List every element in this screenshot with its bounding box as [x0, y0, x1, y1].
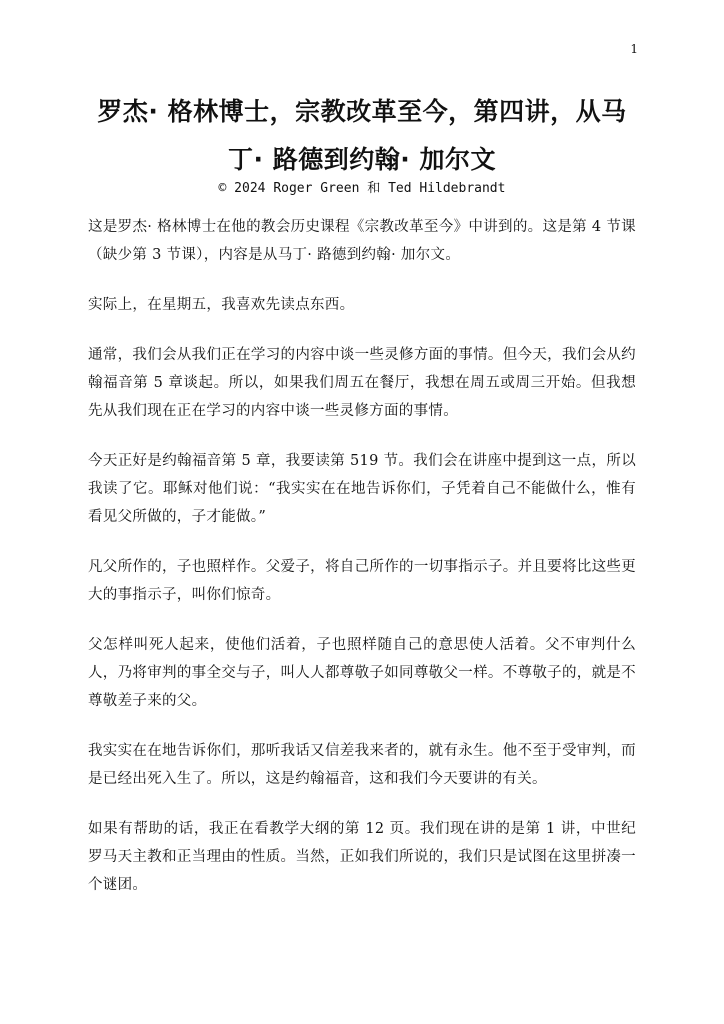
body-text [88, 213, 636, 921]
paragraph: 我实实在在地告诉你们，那听我话又信差我来者的，就有永生。他不至于受审判，而是已经出死入生了。所以，这是约翰福音，这和我们今天要讲的有关。 [88, 743, 636, 787]
paragraph: 如果有帮助的话，我正在看教学大纲的第 12 页。我们现在讲的是第 1 讲，中世纪罗马天主教和正当理由的性质。当然，正如我们所说的，我们只是试图在这里拼凑一个谜团。 [88, 821, 636, 893]
paragraph: 实际上，在星期五，我喜欢先读点东西。 [88, 297, 355, 313]
page-number: 1 [630, 42, 638, 56]
page-title: 罗杰· 格林博士，宗教改革至今，第四讲，从马丁· 路德到约翰· 加尔文 [97, 97, 627, 174]
paragraph: 这是罗杰· 格林博士在他的教会历史课程《宗教改革至今》中讲到的。这是第 4 节课（缺少第 3 节课），内容是从马丁· 路德到约翰· 加尔文。 [88, 219, 636, 263]
paragraph: 今天正好是约翰福音第 5 章，我要读第 519 节。我们会在讲座中提到这一点，所以我读了它。耶稣对他们说：“我实实在在地告诉你们，子凭着自己不能做什么，惟有看见父所做的，子才能做。” [88, 453, 636, 525]
paragraph: 通常，我们会从我们正在学习的内容中谈一些灵修方面的事情。但今天，我们会从约翰福音第 5 章谈起。所以，如果我们周五在餐厅，我想在周五或周三开始。但我想先从我们现在正在学习的内容中谈一些灵修方面的事情。 [88, 347, 636, 419]
paragraph: 父怎样叫死人起来，使他们活着，子也照样随自己的意思使人活着。父不审判什么人，乃将审判的事全交与子，叫人人都尊敬子如同尊敬父一样。不尊敬子的，就是不尊敬差子来的父。 [88, 637, 636, 709]
paragraph: 凡父所作的，子也照样作。父爱子，将自己所作的一切事指示子。并且要将比这些更大的事指示子，叫你们惊奇。 [88, 559, 636, 603]
copyright-line: © 2024 Roger Green 和 Ted Hildebrandt [218, 181, 506, 196]
